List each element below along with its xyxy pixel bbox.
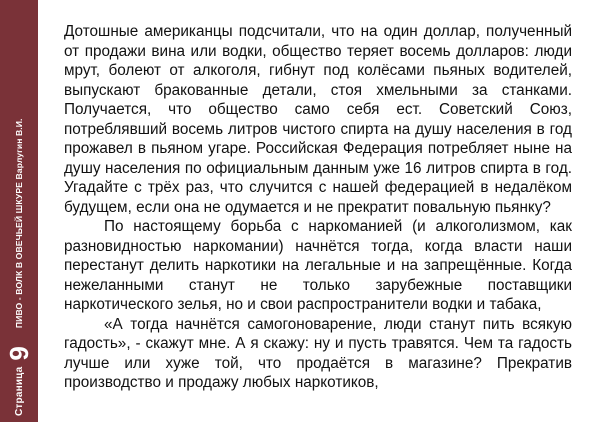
book-title: ПИВО - ВОЛК В ОВЕЧЬЕЙ ШКУРЕ Варлугин В.И. (14, 118, 24, 329)
side-header (4, 6, 34, 416)
paragraph-1: Дотошные американцы подсчитали, что на один доллар, полученный от продажи вина или водки, общество теряет восемь долларов: люди мрут, болеют от алкоголя, гибнут под колёсами пьяных водителей, выпускают бракованные детали, стоя хмельными за станками. Получается, что общество само себя ест. Советский Союз, потреблявший восемь литров чистого спирта на душу населения в год прожавел в пьяном угаре. Российская Федерация потребляет ныне на душу населения по официальным данным уже 16 литров спирта в год. Угадайте с трёх раз, что случится с нашей федерацией в недалёком будущем, если она не одумается и не прекратит повальную пьянку? (64, 23, 572, 216)
body-text (64, 22, 572, 393)
page-number: 9 (4, 346, 34, 361)
paragraph-3: «А тогда начнётся самогоноварение, люди станут пить всякую гадость», - скажут мне. А я скажу: ну и пусть травятся. Чем та гадость лучше или хуже той, что продаётся в магазине? Прекратив производство и продажу любых наркотиков, (64, 315, 572, 391)
page-label: Страница (13, 366, 25, 416)
paragraph-2: По настоящему борьба с наркоманией (и алкоголизмом, как разновидностью наркомании) начнётся тогда, когда власти наши перестанут делить наркотики на легальные и на запрещённые. Когда нежеланными станут не только зарубежные поставщики наркотического зелья, но и свои распространители водки и табака, (64, 218, 572, 313)
